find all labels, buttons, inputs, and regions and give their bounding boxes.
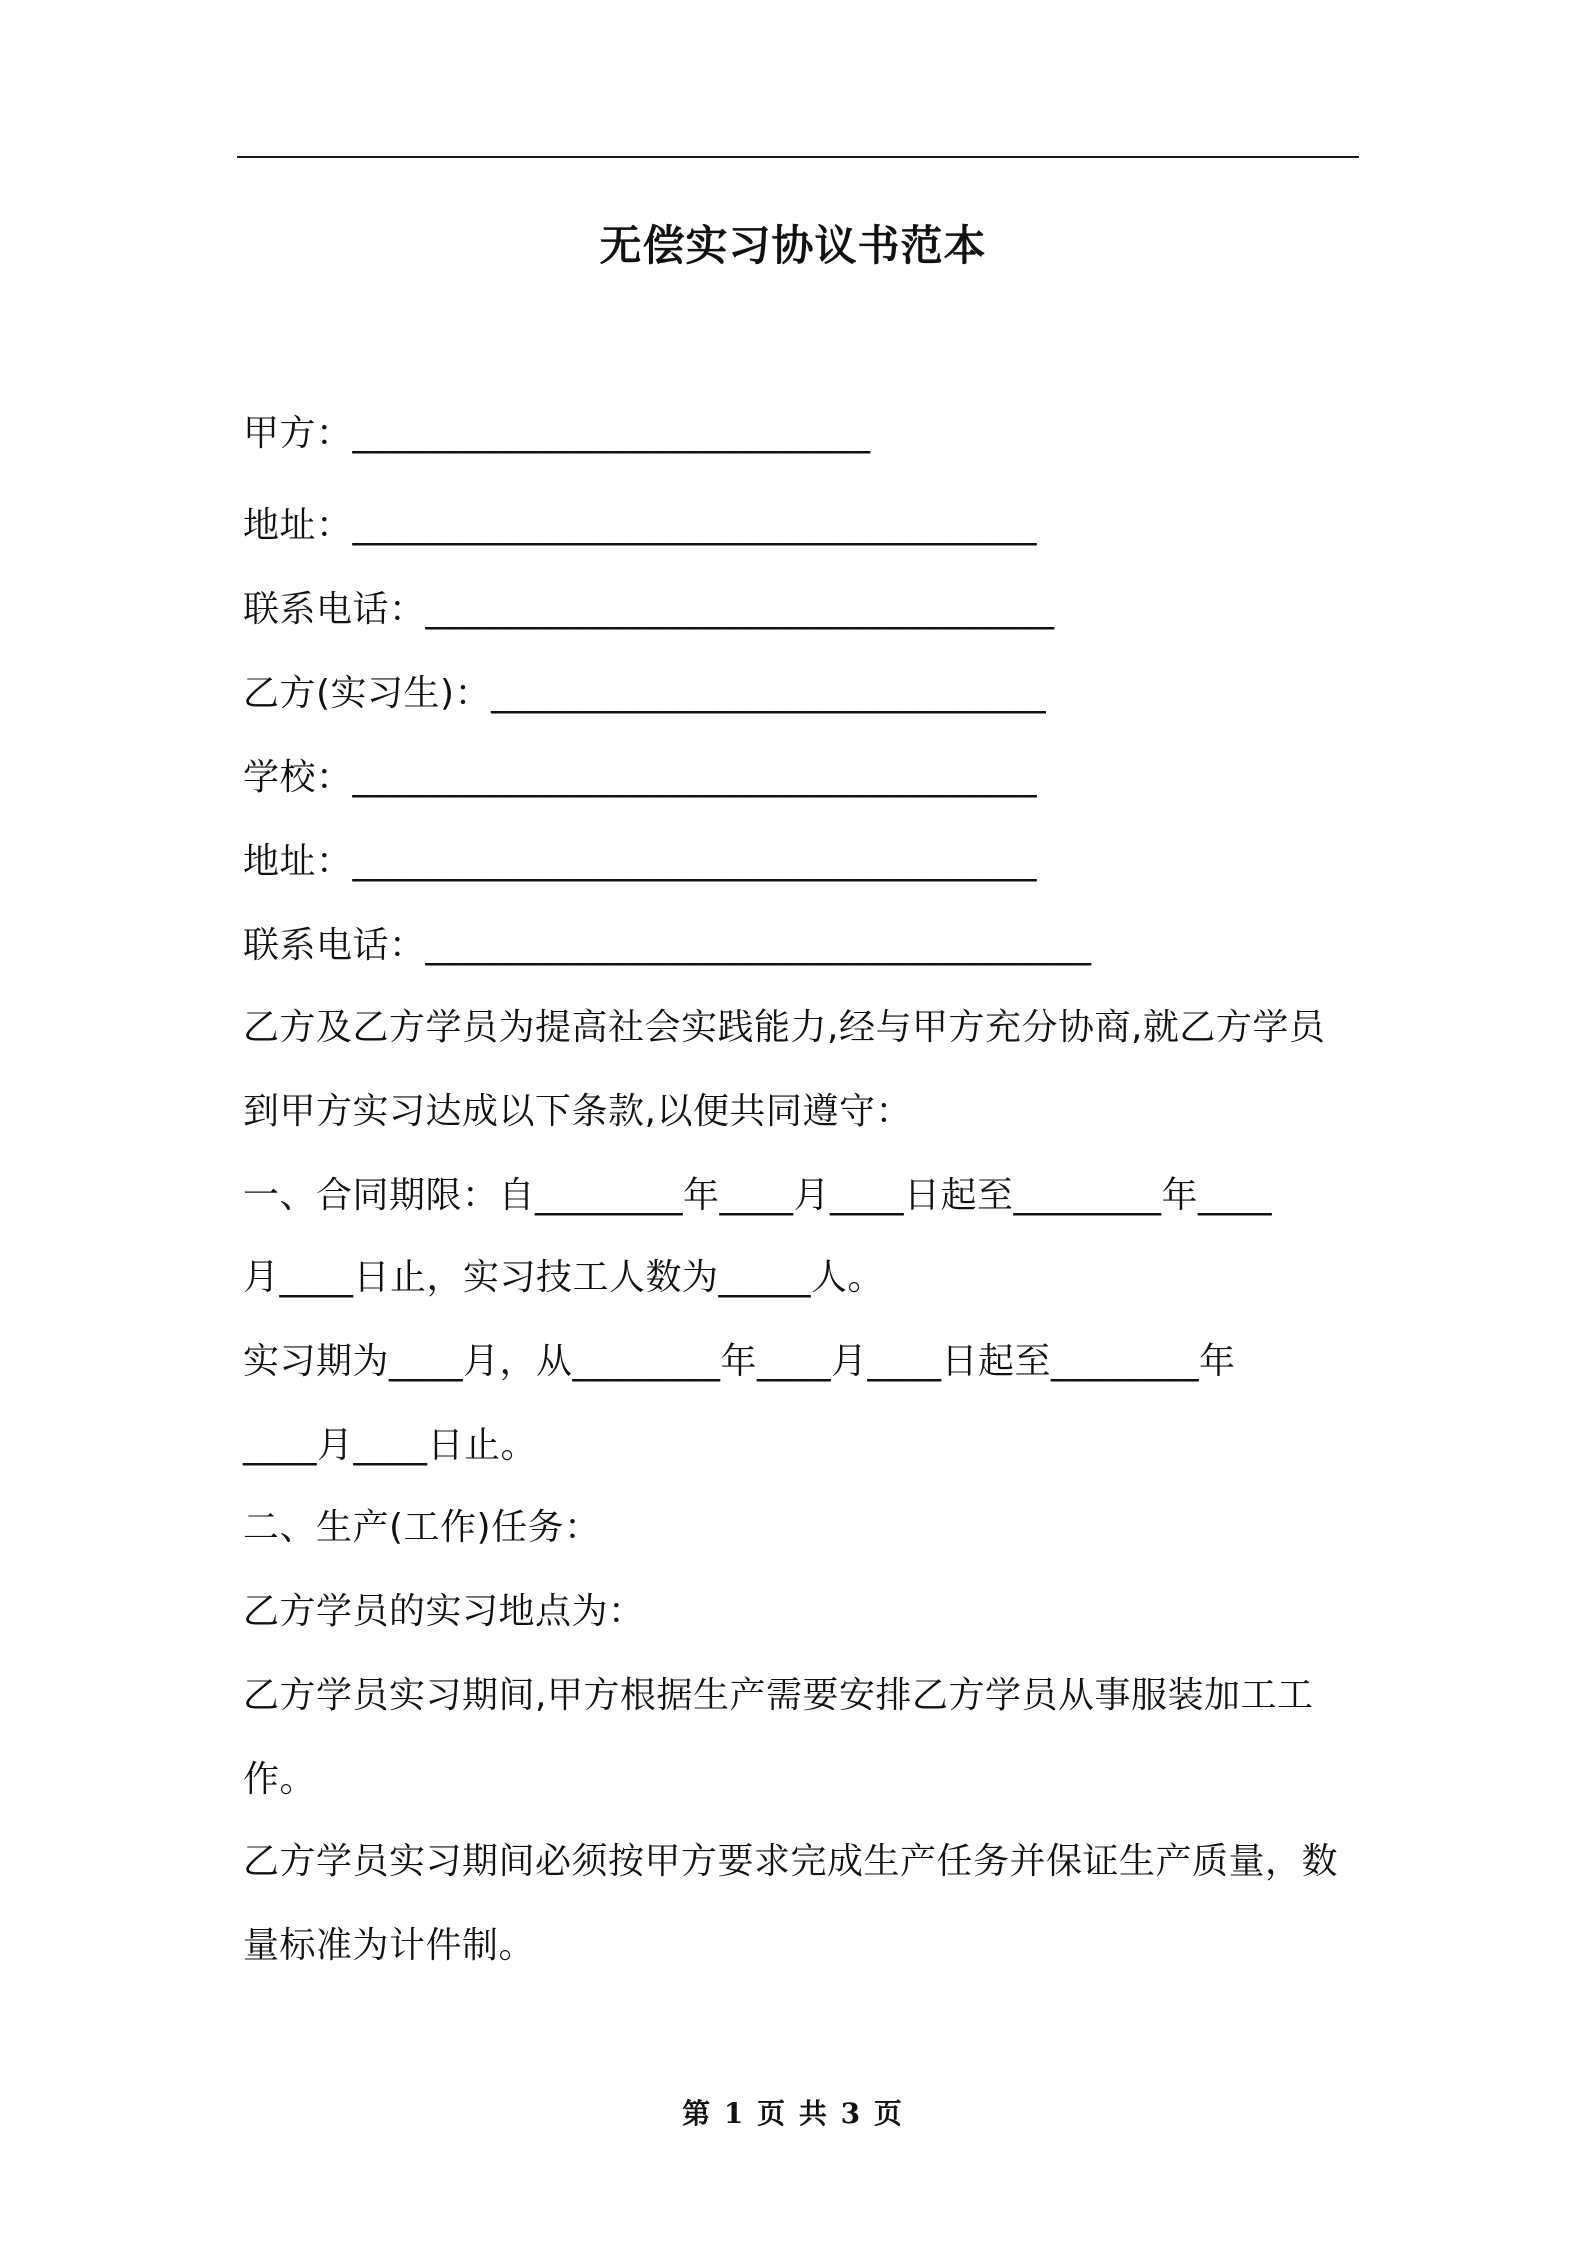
paragraph-line: 乙方学员的实习地点为： [243, 1591, 645, 1632]
page-number: 第 1 页 共 3 页 [682, 2097, 904, 2130]
party-b-address-line: 地址：_____________________________________ [243, 841, 1038, 882]
party-b-line: 乙方(实习生)：______________________________ [243, 673, 1047, 714]
party-a-address-line: 地址：_____________________________________ [243, 505, 1038, 546]
paragraph-line: 量标准为计件制。 [243, 1925, 536, 1966]
paragraph-line: 月____日止，实习技工人数为_____人。 [243, 1257, 885, 1298]
paragraph-line: 乙方学员实习期间必须按甲方要求完成生产任务并保证生产质量，数 [243, 1841, 1339, 1882]
school-line: 学校：_____________________________________ [243, 757, 1038, 798]
party-b-phone-line: 联系电话：____________________________________ [243, 925, 1092, 966]
paragraph-line: 乙方学员实习期间,甲方根据生产需要安排乙方学员从事服装加工工 [243, 1675, 1314, 1716]
paragraph-line: ____月____日止。 [243, 1425, 538, 1466]
section-heading: 二、生产(工作)任务： [243, 1507, 601, 1548]
document-title: 无偿实习协议书范本 [599, 221, 987, 270]
party-a-line: 甲方：____________________________ [243, 413, 871, 454]
party-a-phone-line: 联系电话：__________________________________ [243, 589, 1055, 630]
header-rule [237, 156, 1359, 158]
paragraph-line: 乙方及乙方学员为提高社会实践能力,经与甲方充分协商,就乙方学员 [243, 1007, 1326, 1048]
paragraph-line: 作。 [243, 1759, 317, 1800]
paragraph-line: 到甲方实习达成以下条款,以便共同遵守： [243, 1091, 912, 1132]
paragraph-line: 实习期为____月，从________年____月____日起至________年 [243, 1341, 1236, 1382]
paragraph-line: 一、合同期限：自________年____月____日起至________年____ [243, 1175, 1273, 1216]
